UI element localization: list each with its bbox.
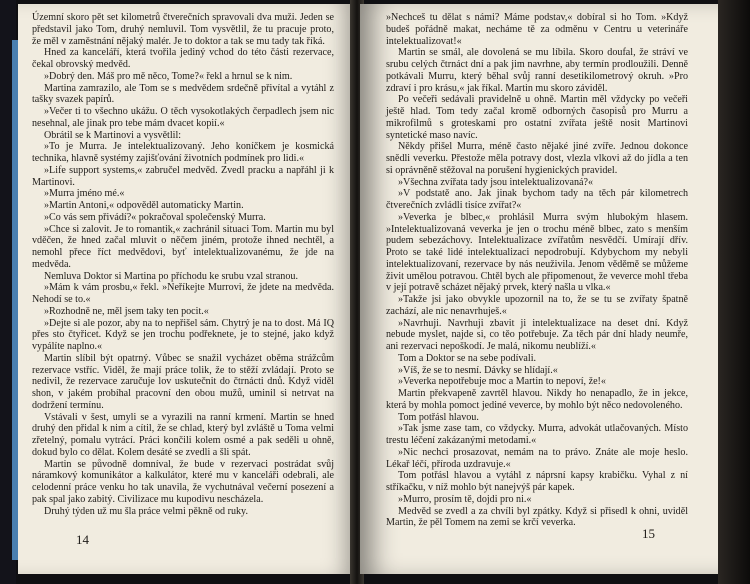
paragraph: »Navrhuji. Navrhuji zbavit ji intelektualizace na deset dní. Když nebude myslet, najde si, co těo potřebuje. Za těch pár dní hlady neumře, ani rezervaci nepoškodí. Je malá, nikomu neublíží.«: [386, 317, 688, 352]
paragraph: »Víš, že se to nesmí. Dávky se hlídají.«: [398, 364, 558, 376]
paragraph: Někdy přišel Murra, méně často nějaké jiné zvíře. Jednou dokonce snědli veverku. Přestože měla potravy dost, vlezla vlkovi až do jídla a ten si oprávněně stěžoval na porušení hygienických pravidel.: [386, 141, 688, 176]
left-page-text: [32, 12, 334, 517]
paragraph: »Veverka je blbec,« prohlásil Murra svým hlubokým hlasem. »Intelektualizovaná veverka je jen o trochu méně blbec, zato s menším pudem sebezáchovy. Intelektualizace zvířatům nesvědčí. Umírají dřív. Proto se také lidé intelektualizaci nepodrobují. Kdybychom my nebyli intelektualizovaní, rezervace by nás neuživila. Jenom věděmě se můžeme živit umělou potravou. Chtěl bych ale připomenout, že veverce mohl třeba v její potravě scházet nějaký prvek, který našla u vlka.«: [386, 211, 688, 294]
paragraph: Územní skoro pět set kilometrů čtverečních spravovali dva muži. Jeden se představil jako Tom, druhý nemluvil. Tom vysvětlil, že tu pracuje proto, že měl v zaměstnání nějaký malér. Je to doktor a tak se mu tady tak říká.: [32, 12, 334, 47]
book-edge-right: [718, 0, 750, 584]
left-page-number: 14: [76, 532, 89, 547]
paragraph: Tom a Doktor se na sebe podívali.: [398, 352, 537, 364]
paragraph: Martin slíbil být opatrný. Vůbec se snažil vycházet oběma strážcům rezervace vstříc. Viděl, že mají práce tolik, že to stěží zvládají. Proto se nedivil, že rezervace zaručuje lov uskutečnit do čtrnácti dnů. Když viděl shon, v jakém probíhal pracovní den obou mužů, uminil si netrvat na dodržení termínu.: [32, 352, 334, 411]
paragraph: Nemluva Doktor si Martina po příchodu ke srubu vzal stranou.: [44, 270, 298, 282]
left-page: [18, 4, 354, 574]
paragraph: Tom potřásl hlavou.: [398, 411, 479, 423]
paragraph: »Murra jméno mé.«: [44, 188, 125, 200]
paragraph: Martin překvapeně zavrtěl hlavou. Nikdy ho nenapadlo, že in jekce, která by mohla pomoct jediné veverce, by mohlo být něco nedovoleného.: [386, 388, 688, 411]
paragraph: Obrátil se k Martinovi a vysvětlil:: [44, 129, 182, 141]
paragraph: Martin se původně domníval, že bude v rezervaci postrádat svůj náramkový komunikátor a kalkulátor, které mu v kanceláři odebrali, ale celodenní práce venku ho tak unavila, že vychutnával večerní posezení a pak spal jako zabitý. Civilizace mu kupodivu nescházela.: [32, 458, 334, 505]
paragraph: »Murro, prosím tě, dojdi pro ni.«: [398, 493, 532, 505]
paragraph: »To je Murra. Je intelektualizovaný. Jeho koníčkem je kosmická technika, hlavně systémy zajišťování životních podmínek pro lidi.«: [32, 141, 334, 164]
paragraph: »V podstatě ano. Jak jinak bychom tady na těch pár kilometrech čtverečních zvládli tisíce zvířat?«: [386, 188, 688, 211]
right-page-text: [386, 12, 688, 529]
paragraph: »Dejte si ale pozor, aby na to nepřišel sám. Chytrý je na to dost. Má IQ přes sto čtyřicet. Když se jen trochu podřeknete, je to stejné, jako když vypálíte naplno.«: [32, 317, 334, 352]
paragraph: »Takže jsi jako obvykle upozornil na to, že se tu se zvířaty špatně zachází, ale nic nenavrhuješ.«: [386, 294, 688, 317]
paragraph: »Nic nechci prosazovat, nemám na to právo. Znáte ale moje heslo. Lékař léčí, příroda uzdravuje.«: [386, 446, 688, 470]
paragraph: Tom potřásl hlavou a vytáhl z náprsní kapsy krabičku. Vyhal z ní stříkačku, v níž mohlo být nanejvýš pár kapek.: [386, 470, 688, 493]
paragraph: »Life support systems,« zabručel medvěd. Zvedl pracku a napřáhl ji k Martinovi.: [32, 164, 334, 188]
paragraph: Martin se smál, ale dovolená se mu líbila. Skoro doufal, že stráví ve srubu celých čtrnáct dní a pak jim navrhne, aby termín prodloužili. Denně potkávali Murru, který běhal svůj ranní desetikilometrový okruh. »Pro zdraví i pro krásu,« jak říkal. Martin mu skoro záviděl.: [386, 47, 688, 94]
paragraph: »Dobrý den. Máš pro mě něco, Tome?« řekl a hrnul se k nim.: [44, 70, 293, 82]
right-page-number: 15: [642, 526, 655, 541]
paragraph: »Nechceš tu dělat s námi? Máme podstav,« dobíral si ho Tom. »Když budeš pořádně makat, necháme tě za odměnu v Centru u veterináře intelektualizovat!«: [386, 12, 688, 47]
paragraph: Hned za kanceláří, která tvořila jediný vchod do této části rezervace, čekal obrovský medvěd.: [32, 47, 334, 70]
paragraph: »Co vás sem přivádí?« pokračoval společenský Murra.: [44, 211, 266, 223]
paragraph: »Chce si zalovit. Je to romantik,« zachránil situaci Tom. Martin mu byl vděčen, že hned začal mluvit o něčem jiném, protože ihned nechtěl, a nemohl přece říct medvědovi, byť intelektualizovanému, že jde na medvěda.: [32, 223, 334, 270]
right-page: [360, 4, 720, 574]
paragraph: »Mám k vám prosbu,« řekl. »Neříkejte Murrovi, že jdete na medvěda. Nehodí se to.«: [32, 282, 334, 305]
paragraph: Druhý týden už mu šla práce velmi pěkně od ruky.: [44, 505, 248, 517]
paragraph: Po večeři sedávali pravidelně u ohně. Martin měl vždycky po večeři ještě hlad. Tom tedy začal kromě odborných časopisů pro Murru a mikrofilmů s groteskami pro ostatní zvířata ještě nosit Martinovi syntetické maso navíc.: [386, 94, 688, 141]
paragraph: »Veverka nepotřebuje moc a Martin to nepoví, že!«: [398, 376, 606, 388]
paragraph: »Martin Antoni,« odpověděl automaticky Martin.: [44, 200, 244, 211]
paragraph: »Všechna zvířata tady jsou intelektualizovaná?«: [398, 176, 594, 188]
paragraph: »Tak jsme zase tam, co vždycky. Murra, advokát utlačovaných. Místo trestu léčení zakázanými metodami.«: [386, 423, 688, 446]
paragraph: »Rozhodně ne, měl jsem taky ten pocit.«: [44, 305, 209, 317]
paragraph: Medvěd se zvedl a za chvíli byl zpátky. Když si přisedl k ohni, uviděl Martin, že pěl Tomem na zemi se krčí veverka.: [386, 505, 688, 529]
paragraph: »Večer ti to všechno ukážu. O těch vysokotlakých čerpadlech jsem nic nesehnal, ale jinak pro tebe mám dvacet kopií.«: [32, 106, 334, 129]
paragraph: Martina zamrazilo, ale Tom se s medvědem srdečně přivítal a vytáhl z tašky svazek papírů.: [32, 82, 334, 106]
paragraph: Vstávali v šest, umyli se a vyrazili na ranní krmení. Martin se hned druhý den přidal k nim a cítil, že se chlad, který byl zvláště u Toma velmi zřetelný, pomalu vytrácí. Práci končili kolem osmé a pak seděli u ohně, dokud bylo co dělat. Kolem desáté se zvedli a šli spát.: [32, 411, 334, 458]
